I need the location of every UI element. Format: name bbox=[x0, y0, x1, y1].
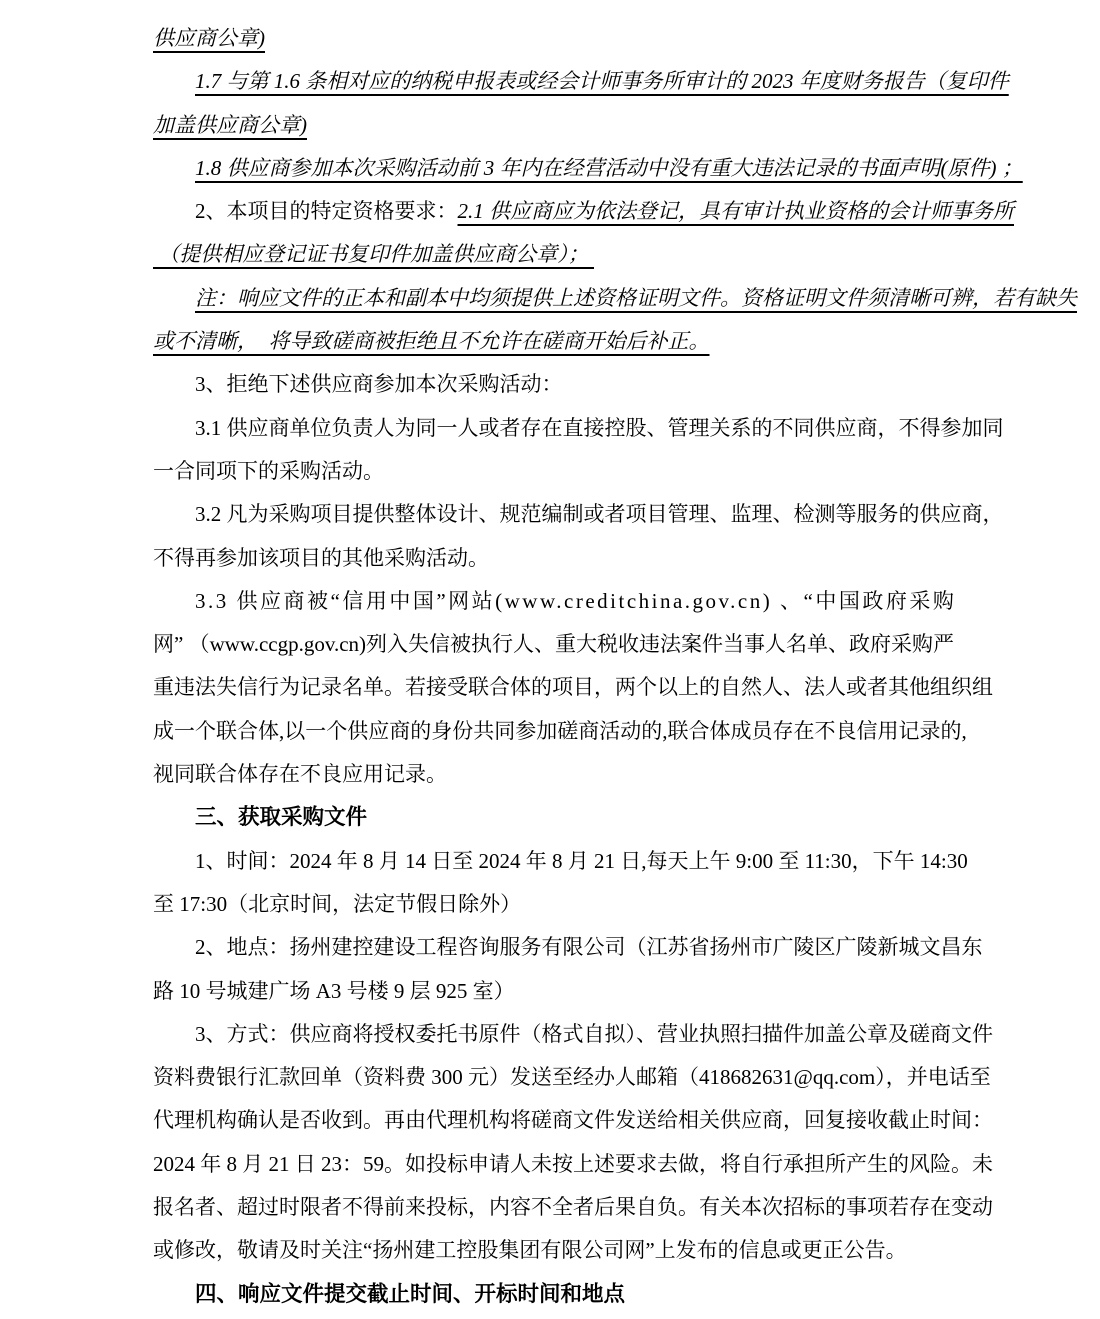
document-body bbox=[153, 17, 1077, 1316]
doc-line: 或修改，敬请及时关注“扬州建工控股集团有限公司网”上发布的信息或更正公告。 bbox=[153, 1238, 907, 1263]
doc-line: 网” （www.ccgp.gov.cn)列入失信被执行人、重大税收违法案件当事人名单、政府采购严 bbox=[153, 632, 955, 657]
doc-line: 3、方式：供应商将授权委托书原件（格式自拟）、营业执照扫描件加盖公章及磋商文件 bbox=[195, 1021, 993, 1046]
section-heading-get-documents: 三、获取采购文件 bbox=[195, 805, 368, 830]
doc-line: 1、时间：2024 年 8 月 14 日至 2024 年 8 月 21 日,每天上午 9:00 至 11:30，下午 14:30 bbox=[195, 848, 968, 873]
doc-line: 资料费银行汇款回单（资料费 300 元）发送至经办人邮箱（418682631@qq.com），并电话至 bbox=[153, 1065, 991, 1090]
doc-line: 视同联合体存在不良应用记录。 bbox=[153, 762, 447, 787]
doc-line: 一合同项下的采购活动。 bbox=[153, 458, 384, 483]
doc-line: 2024 年 8 月 21 日 23：59。如投标申请人未按上述要求去做，将自行承担所产生的风险。未 bbox=[153, 1151, 993, 1176]
doc-line: 报名者、超过时限者不得前来投标，内容不全者后果自负。有关本次招标的事项若存在变动 bbox=[153, 1195, 993, 1220]
doc-line: 注：响应文件的正本和副本中均须提供上述资格证明文件。资格证明文件须清晰可辨，若有缺失 bbox=[195, 285, 1077, 310]
doc-line: 3.2 凡为采购项目提供整体设计、规范编制或者项目管理、监理、检测等服务的供应商， bbox=[195, 502, 1004, 527]
doc-line: 路 10 号城建广场 A3 号楼 9 层 925 室） bbox=[153, 978, 515, 1003]
doc-line bbox=[153, 190, 1014, 233]
doc-line: 1.7 与第 1.6 条相对应的纳税申报表或经会计师事务所审计的 2023 年度财务报告（复印件 bbox=[195, 69, 1009, 94]
doc-line: 3、拒绝下述供应商参加本次采购活动： bbox=[195, 372, 563, 397]
doc-line: 2、地点：扬州建控建设工程咨询服务有限公司（江苏省扬州市广陵区广陵新城文昌东 bbox=[195, 935, 983, 960]
doc-line: 加盖供应商公章) bbox=[153, 112, 307, 137]
doc-line: 供应商公章) bbox=[153, 26, 265, 50]
doc-line: 重违法失信行为记录名单。若接受联合体的项目，两个以上的自然人、法人或者其他组织组 bbox=[153, 675, 993, 700]
doc-line: 1.8 供应商参加本次采购活动前 3 年内在经营活动中没有重大违法记录的书面声明(原件) ； bbox=[195, 155, 1023, 180]
doc-line: （提供相应登记证书复印件加盖供应商公章）； bbox=[153, 242, 594, 267]
doc-line: 成一个联合体,以一个供应商的身份共同参加磋商活动的,联合体成员存在不良信用记录的, bbox=[153, 718, 967, 743]
doc-line: 3.1 供应商单位负责人为同一人或者存在直接控股、管理关系的不同供应商，不得参加同 bbox=[195, 415, 1004, 440]
doc-line: 至 17:30（北京时间，法定节假日除外） bbox=[153, 891, 522, 916]
section-heading-submission-deadline: 四、响应文件提交截止时间、开标时间和地点 bbox=[195, 1281, 626, 1306]
doc-line: 或不清晰， 将导致磋商被拒绝且不允许在磋商开始后补正。 bbox=[153, 329, 710, 354]
clause-prefix: 2、本项目的特定资格要求： bbox=[195, 199, 458, 224]
doc-line: 不得再参加该项目的其他采购活动。 bbox=[153, 545, 489, 570]
clause-underlined: 2.1 供应商应为依法登记，具有审计执业资格的会计师事务所 bbox=[457, 199, 1014, 224]
doc-line: 代理机构确认是否收到。再由代理机构将磋商文件发送给相关供应商，回复接收截止时间： bbox=[153, 1108, 993, 1133]
doc-line: 3.3 供应商被“信用中国”网站(www.creditchina.gov.cn) 、“中国政府采购 bbox=[195, 588, 957, 613]
